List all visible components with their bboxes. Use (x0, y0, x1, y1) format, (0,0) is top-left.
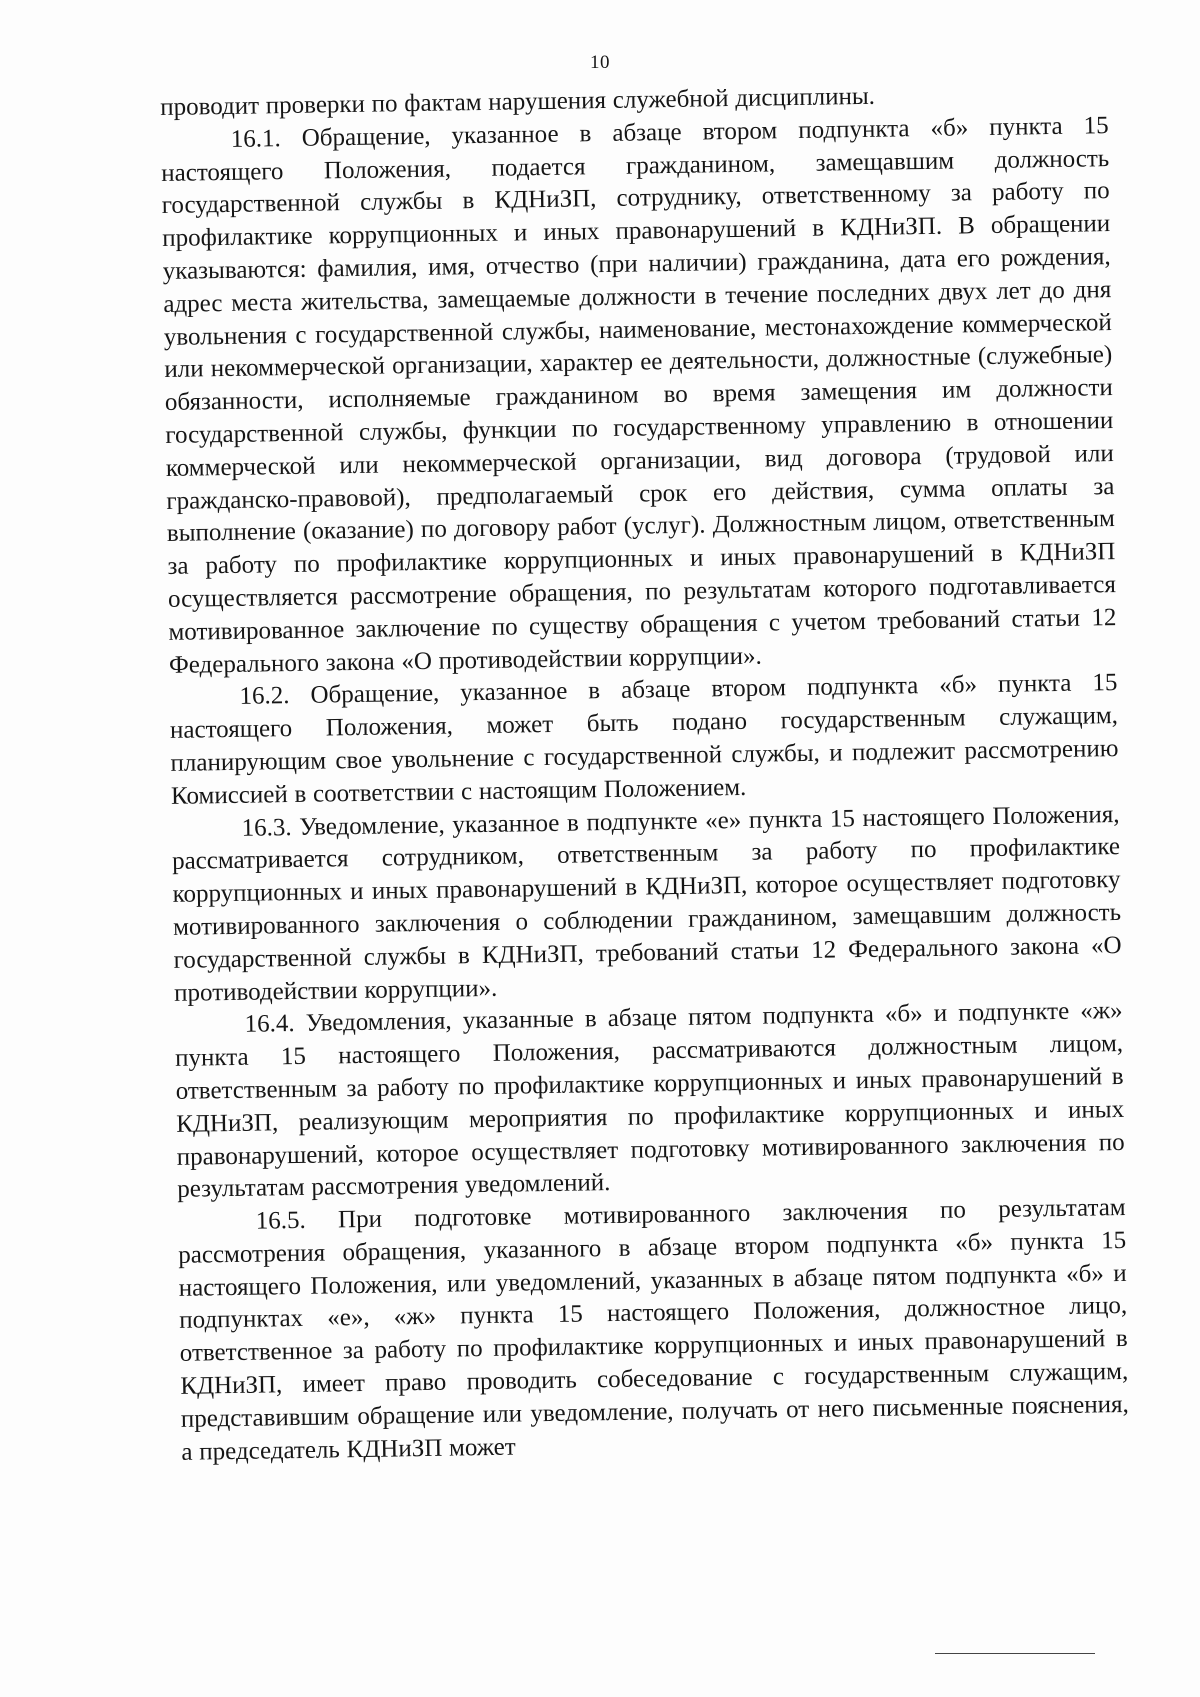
paragraph-continuation: проводит проверки по фактам нарушения служебной дисциплины. (160, 82, 876, 121)
paragraph-16-4: 16.4. Уведомления, указанные в абзаце пятом подпункта «б» и подпункте «ж» пункта 15 настоящего Положения, рассматриваются должностным лицом, ответственным за работу по профилактике коррупционных и иных правонарушений в КДНиЗП, реализующим мероприятия по профилактике коррупционных и иных правонарушений, которое осуществляет подготовку мотивированного заключения по результатам рассмотрения уведомлений. (174, 997, 1125, 1204)
paragraph-16-5: 16.5. При подготовке мотивированного заключения по результатам рассмотрения обращения, указанного в абзаце втором подпункта «б» пункта 15 настоящего Положения, или уведомлений, указанных в абзаце пятом подпункта «б» и подпунктах «е», «ж» пункта 15 настоящего Положения, должностное лицо, ответственное за работу по профилактике коррупционных и иных правонарушений в КДНиЗП, имеет право проводить собеседование с государственным служащим, представившим обращение или уведомление, получать от него письменные пояснения, а председатель КДНиЗП может (178, 1194, 1129, 1466)
paragraph-16-3: 16.3. Уведомление, указанное в подпункте «е» пункта 15 настоящего Положения, рассматривается сотрудником, ответственным за работу по профилактике коррупционных и иных правонарушений в КДНиЗП, которое осуществляет подготовку мотивированного заключения о соблюдении гражданином, замещавшим должность государственной службы в КДНиЗП, требований статьи 12 Федерального закона «О противодействии коррупции». (171, 800, 1122, 1007)
paragraph-16-2: 16.2. Обращение, указанное в абзаце втором подпункта «б» пункта 15 настоящего Положения, может быть подано государственным служащим, планирующим свое увольнение с государственной службы, и подлежит рассмотрению Комиссией в соответствии с настоящим Положением. (169, 669, 1119, 810)
paragraph-16-1: 16.1. Обращение, указанное в абзаце втором подпункта «б» пункта 15 настоящего Положения, подается гражданином, замещавшим должность государственной службы в КДНиЗП, сотруднику, ответственному за работу по профилактике коррупционных и иных правонарушений в КДНиЗП. В обращении указываются: фамилия, имя, отчество (при наличии) гражданина, дата его рождения, адрес места жительства, замещаемые должности в течение последних двух лет до дня увольнения с государственной службы, наименование, местонахождение коммерческой или некоммерческой организации, характер ее деятельности, должностные (служебные) обязанности, исполняемые гражданином во время замещения им должности государственной службы, функции по государственному управлению в отношении коммерческой или некоммерческой организации, вид договора (трудовой или гражданско-правовой), предполагаемый срок его действия, сумма оплаты за выполнение (оказание) по договору работ (услуг). Должностным лицом, ответственным за работу по профилактике коррупционных и иных правонарушений в КДНиЗП осуществляется рассмотрение обращения, по результатам которого подготавливается мотивированное заключение по существу обращения с учетом требований статьи 12 Федерального закона «О противодействии коррупции». (161, 111, 1117, 679)
page-number: 10 (590, 52, 610, 73)
document-body (160, 77, 1130, 1469)
footer-rule (935, 1653, 1095, 1654)
